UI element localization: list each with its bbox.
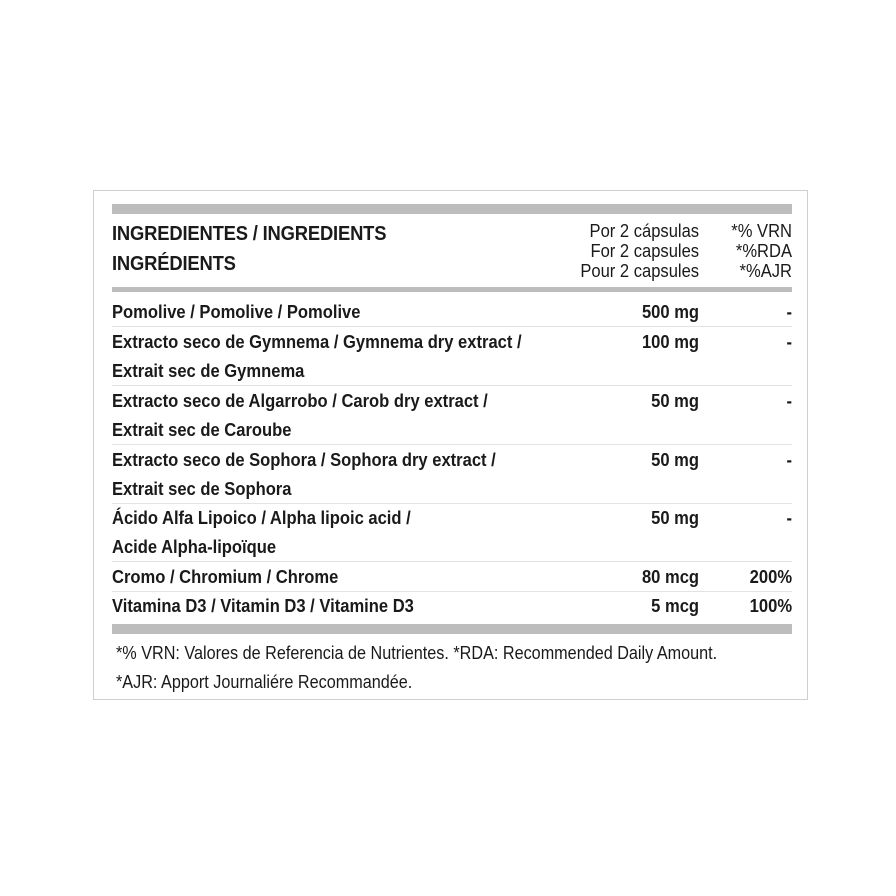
ingredient-percent: - bbox=[786, 391, 792, 411]
ingredient-amount: 100 mg bbox=[641, 332, 699, 352]
header-title-line1: INGREDIENTES / INGREDIENTS bbox=[112, 223, 387, 245]
ingredient-row bbox=[112, 298, 792, 327]
ingredient-name: Extracto seco de Sophora / Sophora dry extract / bbox=[112, 450, 496, 470]
ingredient-name: Extracto seco de Algarrobo / Carob dry extract / bbox=[112, 391, 488, 411]
footnote-line1: *% VRN: Valores de Referencia de Nutrientes. *RDA: Recommended Daily Amount. bbox=[116, 643, 718, 663]
ingredient-amount: 50 mg bbox=[651, 450, 699, 470]
ingredient-row bbox=[112, 592, 792, 621]
ingredient-percent: - bbox=[786, 332, 792, 352]
bottom-divider-bar bbox=[112, 624, 792, 634]
ingredient-name-continued: Acide Alpha-lipoïque bbox=[112, 537, 277, 557]
ingredient-percent: 100% bbox=[749, 596, 792, 616]
ingredient-percent: - bbox=[786, 450, 792, 470]
ingredient-name: Pomolive / Pomolive / Pomolive bbox=[112, 302, 361, 322]
ingredient-name-continued: Extrait sec de Gymnema bbox=[112, 361, 305, 381]
ingredient-name: Cromo / Chromium / Chrome bbox=[112, 567, 339, 587]
ingredient-row bbox=[112, 328, 792, 386]
reference-header bbox=[726, 221, 792, 281]
ingredient-row bbox=[112, 563, 792, 592]
ingredient-amount: 80 mcg bbox=[641, 567, 699, 587]
ingredient-name: Vitamina D3 / Vitamin D3 / Vitamine D3 bbox=[112, 596, 414, 616]
ingredient-row bbox=[112, 446, 792, 504]
ingredient-name: Extracto seco de Gymnema / Gymnema dry extract / bbox=[112, 332, 522, 352]
top-divider-bar bbox=[112, 204, 792, 214]
reference-ajr: *%AJR bbox=[739, 261, 792, 281]
ingredient-amount: 5 mcg bbox=[651, 596, 699, 616]
ingredient-amount: 50 mg bbox=[651, 508, 699, 528]
table-header bbox=[112, 217, 792, 285]
ingredients-panel bbox=[93, 190, 808, 700]
serving-fr: Pour 2 capsules bbox=[580, 261, 699, 281]
header-divider-bar bbox=[112, 287, 792, 292]
serving-es: Por 2 cápsulas bbox=[589, 221, 699, 241]
ingredient-percent: 200% bbox=[749, 567, 792, 587]
ingredient-percent: - bbox=[786, 508, 792, 528]
ingredient-row bbox=[112, 504, 792, 562]
ingredient-row bbox=[112, 387, 792, 445]
serving-size-header bbox=[570, 221, 699, 281]
header-title-line2: INGRÉDIENTS bbox=[112, 253, 236, 275]
ingredient-percent: - bbox=[786, 302, 792, 322]
ingredient-name-continued: Extrait sec de Caroube bbox=[112, 420, 292, 440]
serving-en: For 2 capsules bbox=[590, 241, 699, 261]
ingredient-amount: 500 mg bbox=[641, 302, 699, 322]
footnote-line2: *AJR: Apport Journaliére Recommandée. bbox=[116, 672, 413, 692]
reference-rda: *%RDA bbox=[735, 241, 792, 261]
ingredient-name-continued: Extrait sec de Sophora bbox=[112, 479, 292, 499]
ingredient-amount: 50 mg bbox=[651, 391, 699, 411]
reference-vrn: *% VRN bbox=[731, 221, 792, 241]
ingredient-name: Ácido Alfa Lipoico / Alpha lipoic acid / bbox=[112, 508, 411, 528]
